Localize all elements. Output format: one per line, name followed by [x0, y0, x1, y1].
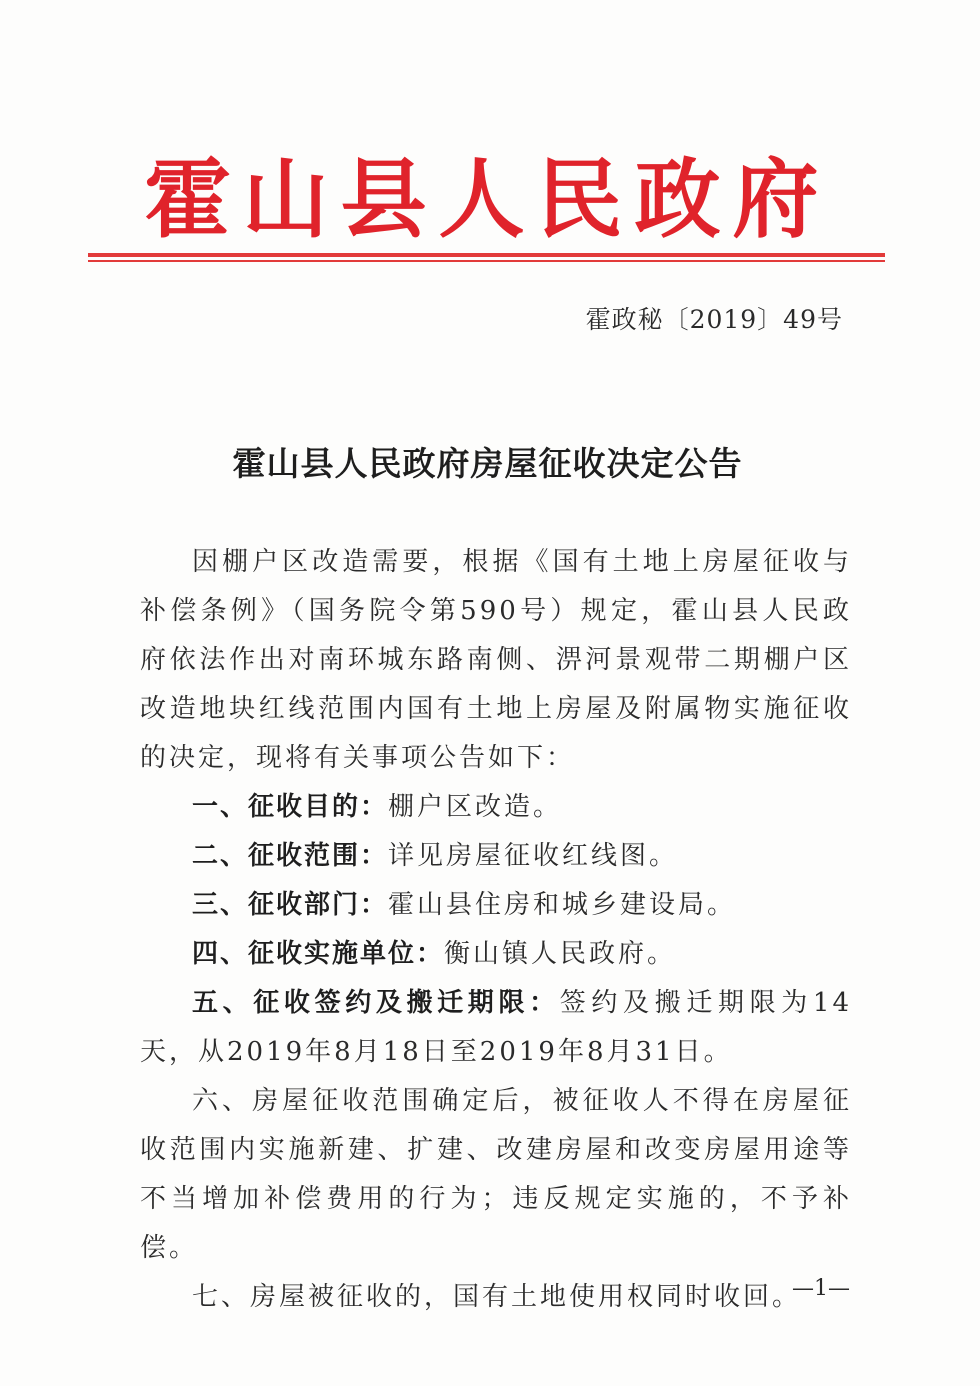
item-text: 衡山镇人民政府。 — [444, 939, 677, 969]
item-department — [140, 881, 852, 930]
item-text: 六、房屋征收范围确定后，被征收人不得在房屋征收范围内实施新建、扩建、改建房屋和改变房屋用途等不当增加补偿费用的行为；违反规定实施的，不予补偿。 — [140, 1086, 852, 1263]
document-title: 霍山县人民政府房屋征收决定公告 — [232, 444, 743, 483]
page-number: —1— — [792, 1276, 850, 1301]
item-label: 二、征收范围： — [192, 841, 389, 871]
intro-paragraph: 因棚户区改造需要，根据《国有土地上房屋征收与补偿条例》（国务院令第590号）规定，霍山县人民政府依法作出对南环城东路南侧、淠河景观带二期棚户区改造地块红线范围内国有土地上房屋及附属物实施征收的决定，现将有关事项公告如下： — [140, 547, 852, 773]
item-text: 棚户区改造。 — [388, 792, 563, 822]
item-label: 四、征收实施单位： — [192, 939, 445, 969]
item-scope — [140, 832, 852, 881]
item-text: 霍山县住房和城乡建设局。 — [388, 890, 737, 920]
item-text: 七、房屋被征收的，国有土地使用权同时收回。 — [192, 1282, 802, 1312]
item-deadline — [140, 979, 852, 1077]
item-implementing-unit — [140, 930, 852, 979]
item-restrictions — [140, 1077, 852, 1273]
item-text: 详见房屋征收红线图。 — [388, 841, 679, 871]
item-purpose — [140, 783, 852, 832]
masthead-title: 霍山县人民政府 — [144, 149, 831, 250]
document-body — [140, 538, 852, 1322]
masthead-rule-thick — [88, 253, 885, 257]
item-label: 一、征收目的： — [192, 792, 389, 822]
document-number: 霍政秘〔2019〕49号 — [585, 305, 843, 334]
item-label: 三、征收部门： — [192, 890, 389, 920]
item-label: 五、征收签约及搬迁期限： — [192, 988, 560, 1018]
item-land-rights — [140, 1273, 852, 1322]
masthead-rule-thin — [88, 260, 885, 262]
item-text: 签约及搬迁期限为14天，从2019年8月18日至2019年8月31日。 — [140, 988, 852, 1067]
